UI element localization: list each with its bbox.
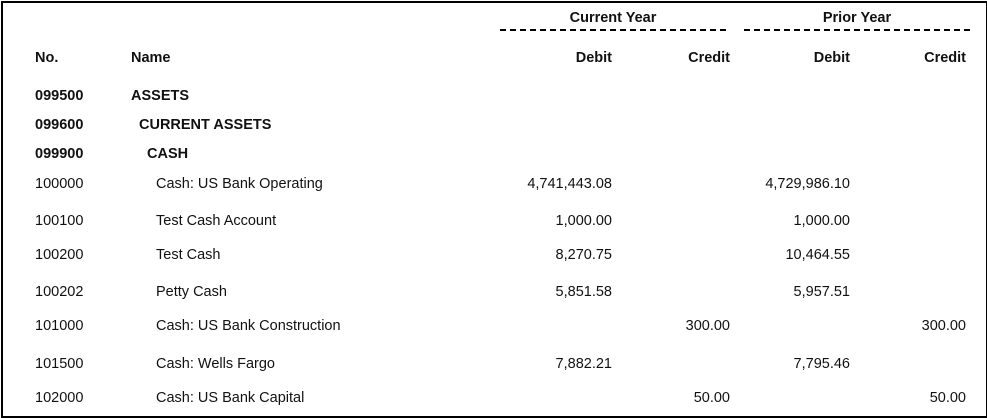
prior-year-header: Prior Year bbox=[822, 10, 892, 26]
amount-py-debit: 1,000.00 bbox=[793, 213, 850, 229]
column-header-cy-debit: Debit bbox=[575, 50, 612, 66]
amount-cy-debit: 8,270.75 bbox=[555, 247, 612, 263]
amount-cy-credit: 50.00 bbox=[693, 390, 730, 406]
account-name: CASH bbox=[147, 146, 189, 162]
account-number: 100202 bbox=[35, 284, 84, 300]
account-number: 099900 bbox=[35, 146, 84, 162]
account-number: 101500 bbox=[35, 356, 84, 372]
column-header-no: No. bbox=[35, 50, 59, 66]
account-number: 100200 bbox=[35, 247, 84, 263]
account-name: CURRENT ASSETS bbox=[139, 117, 272, 133]
amount-py-credit: 50.00 bbox=[929, 390, 966, 406]
account-name: Test Cash Account bbox=[156, 213, 277, 229]
amount-cy-debit: 4,741,443.08 bbox=[527, 176, 612, 192]
column-header-name: Name bbox=[131, 50, 171, 66]
account-number: 102000 bbox=[35, 390, 84, 406]
amount-py-debit: 5,957.51 bbox=[793, 284, 850, 300]
account-number: 100100 bbox=[35, 213, 84, 229]
account-name: Cash: US Bank Capital bbox=[156, 390, 305, 406]
amount-cy-debit: 1,000.00 bbox=[555, 213, 612, 229]
account-number: 100000 bbox=[35, 176, 84, 192]
account-name: Cash: Wells Fargo bbox=[156, 356, 275, 372]
account-name: ASSETS bbox=[131, 88, 190, 104]
amount-cy-debit: 5,851.58 bbox=[555, 284, 612, 300]
amount-cy-debit: 7,882.21 bbox=[555, 356, 612, 372]
current-year-divider bbox=[500, 29, 726, 31]
amount-cy-credit: 300.00 bbox=[685, 318, 730, 334]
account-name: Petty Cash bbox=[156, 284, 227, 300]
amount-py-credit: 300.00 bbox=[921, 318, 966, 334]
prior-year-divider bbox=[744, 29, 970, 31]
column-header-py-credit: Credit bbox=[924, 50, 966, 66]
amount-py-debit: 10,464.55 bbox=[785, 247, 850, 263]
account-name: Cash: US Bank Operating bbox=[156, 176, 323, 192]
current-year-header: Current Year bbox=[569, 10, 657, 26]
account-number: 099500 bbox=[35, 88, 84, 104]
amount-py-debit: 4,729,986.10 bbox=[765, 176, 850, 192]
account-name: Cash: US Bank Construction bbox=[156, 318, 341, 334]
account-number: 101000 bbox=[35, 318, 84, 334]
column-header-cy-credit: Credit bbox=[688, 50, 730, 66]
account-number: 099600 bbox=[35, 117, 84, 133]
account-name: Test Cash bbox=[156, 247, 221, 263]
column-header-py-debit: Debit bbox=[813, 50, 850, 66]
amount-py-debit: 7,795.46 bbox=[793, 356, 850, 372]
